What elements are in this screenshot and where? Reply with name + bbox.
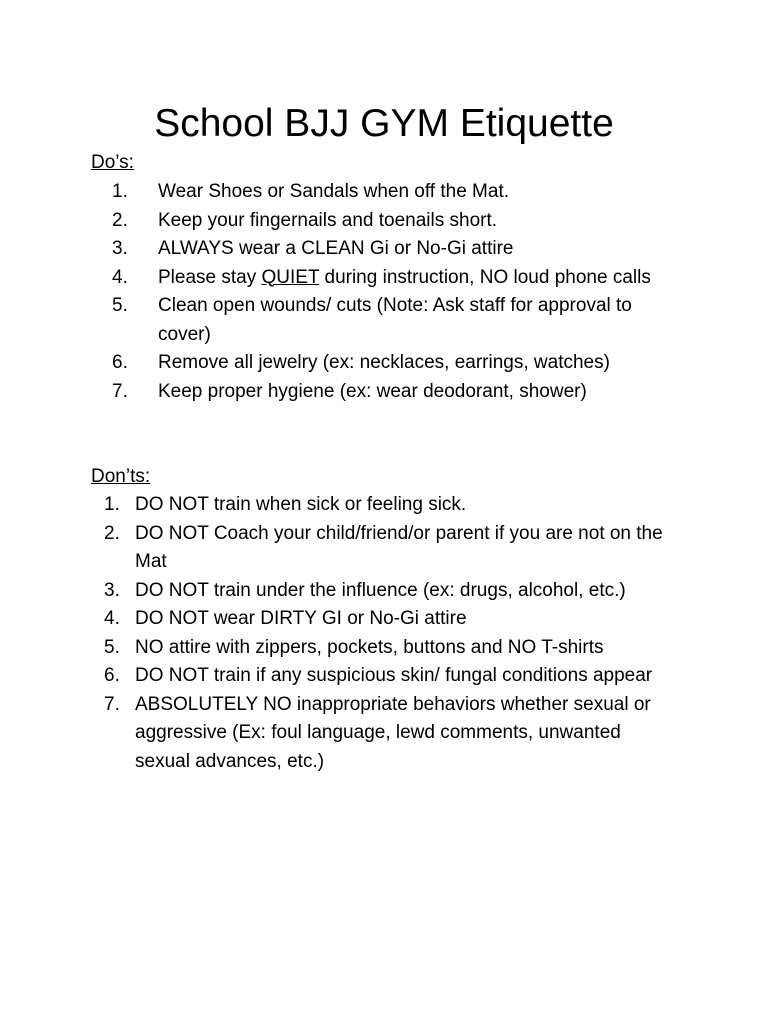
list-item-number: 5. (112, 295, 128, 316)
list-item-number: 3. (104, 579, 120, 601)
list-item-number: 1. (104, 494, 120, 515)
list-item-text (158, 267, 651, 288)
list-item-text-part: during instruction, NO loud phone calls (319, 266, 651, 288)
donts-heading: Don’ts: (91, 466, 151, 487)
list-item-number: 2. (112, 209, 128, 231)
list-item-number: 4. (104, 608, 120, 629)
list-item-number: 1. (112, 181, 128, 202)
list-item-text: Wear Shoes or Sandals when off the Mat. (158, 181, 509, 202)
donts-list (100, 491, 680, 776)
dos-list (100, 178, 680, 406)
donts-list-item (100, 577, 680, 606)
list-item-text: Clean open wounds/ cuts (Note: Ask staff for approval to cover) (158, 295, 632, 345)
donts-list-item (100, 491, 680, 520)
list-item-text: DO NOT Coach your child/friend/or parent if you are not on the Mat (135, 522, 663, 572)
dos-heading: Do’s: (91, 152, 134, 173)
list-item-text: NO attire with zippers, pockets, buttons and NO T-shirts (135, 636, 604, 658)
list-item-number: 7. (112, 380, 128, 402)
list-item-number: 7. (104, 693, 120, 715)
list-item-number: 5. (104, 636, 120, 658)
dos-list-item (100, 235, 680, 264)
donts-list-item (100, 634, 680, 663)
list-item-text: Keep proper hygiene (ex: wear deodorant, shower) (158, 380, 587, 402)
list-item-text: DO NOT wear DIRTY GI or No-Gi attire (135, 608, 467, 629)
list-item-number: 6. (104, 665, 120, 686)
list-item-number: 3. (112, 238, 128, 259)
donts-list-item (100, 691, 680, 777)
list-item-text: Remove all jewelry (ex: necklaces, earrings, watches) (158, 352, 610, 373)
dos-list-item (100, 378, 680, 407)
dos-list-item (100, 264, 680, 293)
list-item-text: DO NOT train under the influence (ex: drugs, alcohol, etc.) (135, 579, 626, 601)
dos-list-item (100, 349, 680, 378)
donts-list-item (100, 605, 680, 634)
dos-list-item (100, 178, 680, 207)
list-item-text: ALWAYS wear a CLEAN Gi or No-Gi attire (158, 238, 514, 259)
donts-list-item (100, 520, 680, 577)
list-item-text: DO NOT train when sick or feeling sick. (135, 494, 467, 515)
list-item-text: Keep your fingernails and toenails short. (158, 209, 498, 231)
quiet-emphasis: QUIET (261, 266, 320, 288)
list-item-text: DO NOT train if any suspicious skin/ fungal conditions appear (135, 665, 653, 686)
list-item-text-part: Please stay (158, 266, 262, 288)
donts-list-item (100, 662, 680, 691)
list-item-number: 2. (104, 522, 120, 544)
document-title: School BJJ GYM Etiquette (154, 102, 614, 145)
list-item-number: 6. (112, 352, 128, 373)
list-item-text: ABSOLUTELY NO inappropriate behaviors whether sexual or aggressive (Ex: foul language, lewd comments, unwanted sexual advances, etc.) (135, 693, 651, 772)
dos-list-item (100, 207, 680, 236)
list-item-number: 4. (112, 266, 128, 288)
dos-list-item (100, 292, 680, 349)
